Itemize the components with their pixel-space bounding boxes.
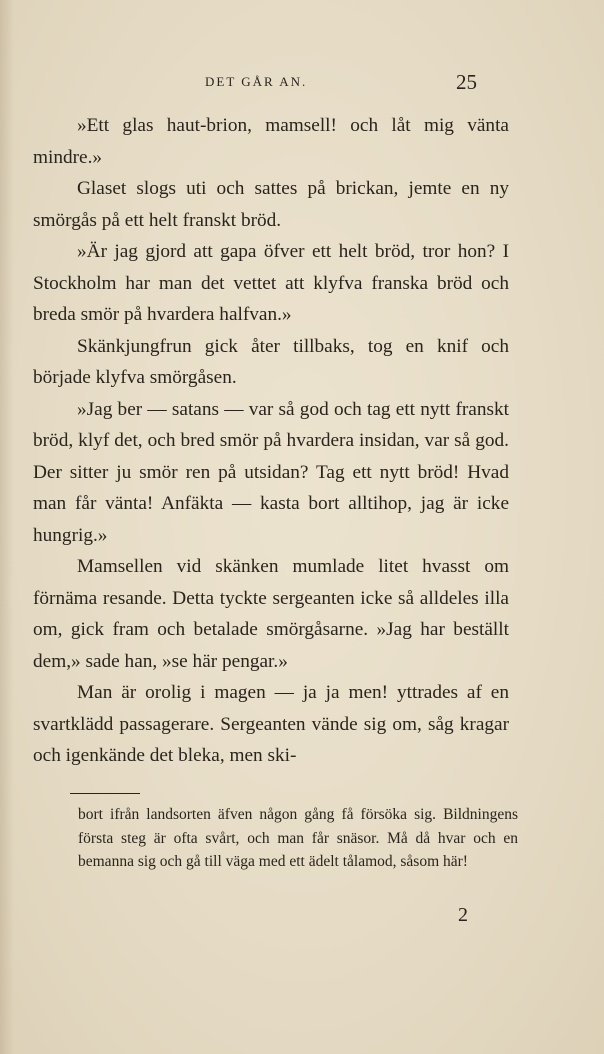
footnote-rule bbox=[70, 793, 140, 794]
signature-mark: 2 bbox=[458, 904, 468, 926]
paragraph: Glaset slogs uti och sattes på brickan, jemte en ny smörgås på ett helt franskt bröd. bbox=[33, 178, 509, 231]
paragraph: Mamsellen vid skänken mumlade litet hvasst om förnäma resande. Detta tyckte sergeanten icke så alldeles illa om, gick fram och betalade smörgåsarne. »Jag har beställt dem,» sade han, »se här pengar.» bbox=[33, 556, 509, 672]
page-edge-shadow bbox=[0, 0, 14, 1054]
paragraph: Man är orolig i magen — ja ja men! yttrades af en svartklädd passagerare. Sergeanten vände sig om, såg kragar och igenkände det bleka, men ski- bbox=[33, 682, 509, 766]
page-number: 25 bbox=[456, 70, 477, 94]
paragraph: »Ett glas haut-brion, mamsell! och låt mig vänta mindre.» bbox=[33, 115, 509, 168]
body-text bbox=[33, 110, 509, 772]
running-head: DET GÅR AN. bbox=[205, 74, 308, 89]
footnote bbox=[78, 803, 518, 874]
paragraph: »Jag ber — satans — var så god och tag ett nytt franskt bröd, klyf det, och bred smör på hvardera insidan, var så god. Der sitter ju smör ren på utsidan? Tag ett nytt bröd! Hvad man får vänta! Anfäkta — kasta bort alltihop, jag är icke hungrig.» bbox=[33, 398, 509, 546]
paragraph: Skänkjungfrun gick åter tillbaks, tog en knif och började klyfva smörgåsen. bbox=[33, 335, 509, 388]
footnote-text: bort ifrån landsorten äfven någon gång få försöka sig. Bildningens första steg är ofta svårt, och man får snäsor. Må då hvar och en bemanna sig och gå till väga med ett ädelt tålamod, såsom här! bbox=[78, 806, 518, 870]
paragraph: »Är jag gjord att gapa öfver ett helt bröd, tror hon? I Stockholm har man det vettet att klyfva franska bröd och breda smör på hvardera halfvan.» bbox=[33, 241, 509, 325]
